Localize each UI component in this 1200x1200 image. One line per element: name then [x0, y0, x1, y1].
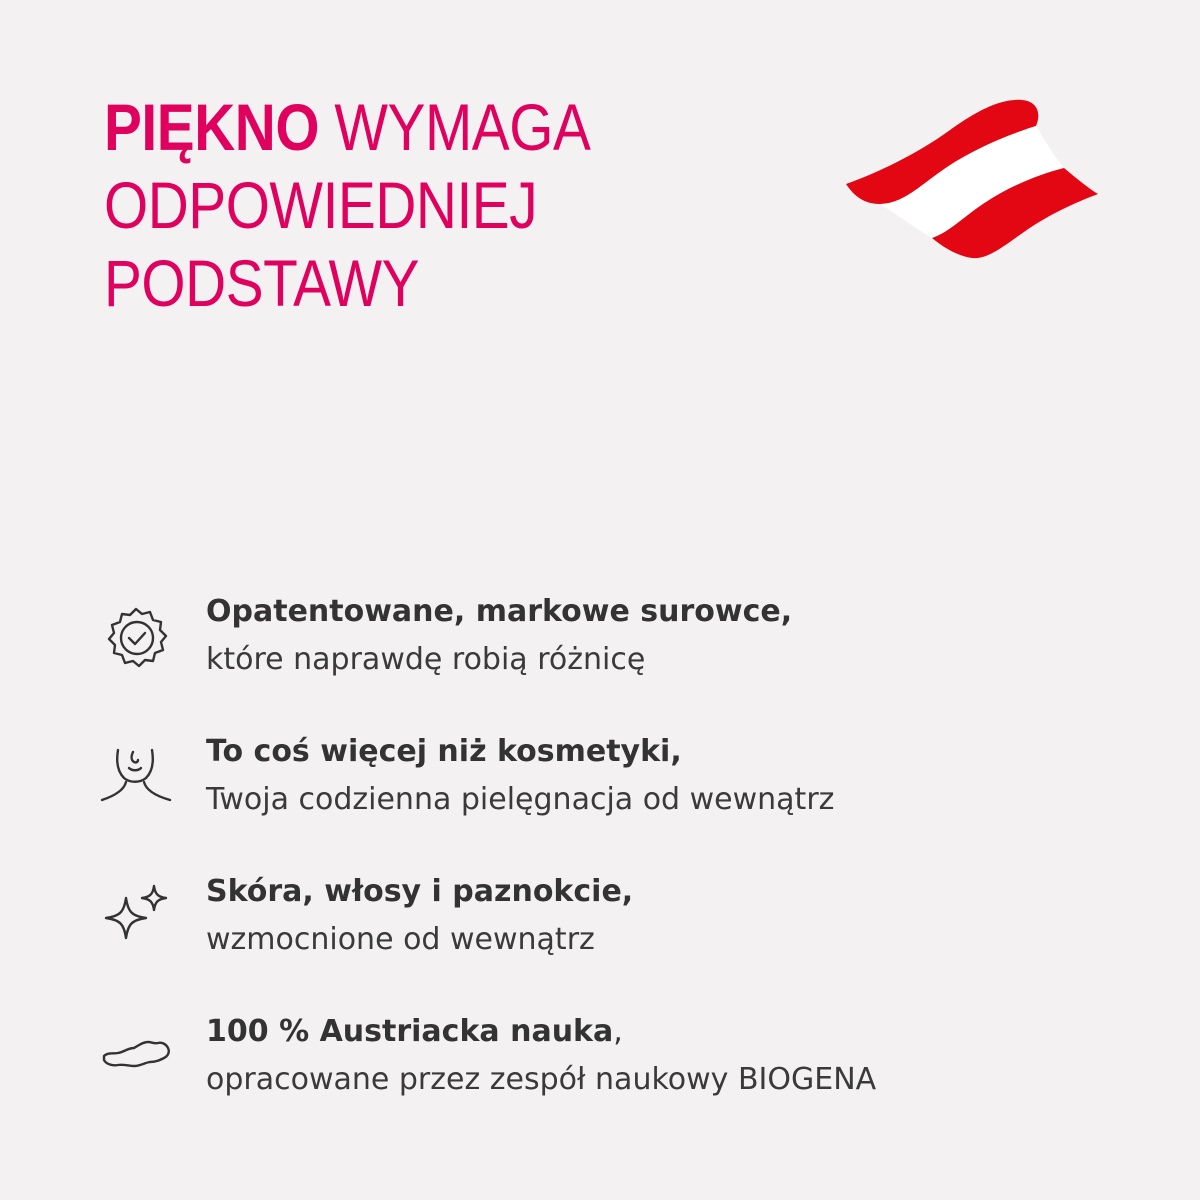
feature-subtitle: wzmocnione od wewnątrz: [206, 922, 595, 957]
headline-line-2: ODPOWIEDNIEJ: [104, 168, 538, 242]
feature-text: [206, 1008, 876, 1104]
feature-title: [206, 1008, 876, 1056]
feature-subtitle: które naprawdę robią różnicę: [206, 642, 646, 677]
feature-title: Opatentowane, markowe surowce,: [206, 594, 793, 629]
feature-text: [206, 588, 792, 684]
feature-subtitle: Twoja codzienna pielęgnacja od wewnątrz: [206, 782, 835, 817]
feature-title: To coś więcej niż kosmetyki,: [206, 734, 682, 769]
feature-item-austrian-science: [98, 1008, 1098, 1148]
feature-item-more-than-cosmetics: [98, 728, 1098, 868]
feature-item-skin-hair-nails: [98, 868, 1098, 1008]
headline-bold-word: PIĘKNO: [104, 90, 320, 164]
sparkles-icon: [98, 880, 174, 956]
austria-map-icon: [98, 1020, 174, 1096]
feature-subtitle: opracowane przez zespół naukowy BIOGENA: [206, 1062, 877, 1097]
headline: [104, 88, 590, 322]
feature-text: [206, 728, 834, 824]
austria-flag-graphic: [840, 92, 1110, 262]
feature-title: Skóra, włosy i paznokcie,: [206, 874, 634, 909]
feature-text: [206, 868, 633, 964]
feature-list: [98, 588, 1098, 1148]
badge-check-icon: [98, 600, 174, 676]
austria-flag-icon: [840, 92, 1110, 262]
headline-line-1-rest: WYMAGA: [319, 90, 591, 164]
feature-title-suffix: ,: [613, 1014, 623, 1049]
headline-line-1: [104, 88, 590, 166]
headline-line-3: PODSTAWY: [104, 246, 420, 320]
feature-item-patented-ingredients: [98, 588, 1098, 728]
face-icon: [98, 740, 174, 816]
feature-title-main: 100 % Austriacka nauka: [206, 1014, 614, 1049]
